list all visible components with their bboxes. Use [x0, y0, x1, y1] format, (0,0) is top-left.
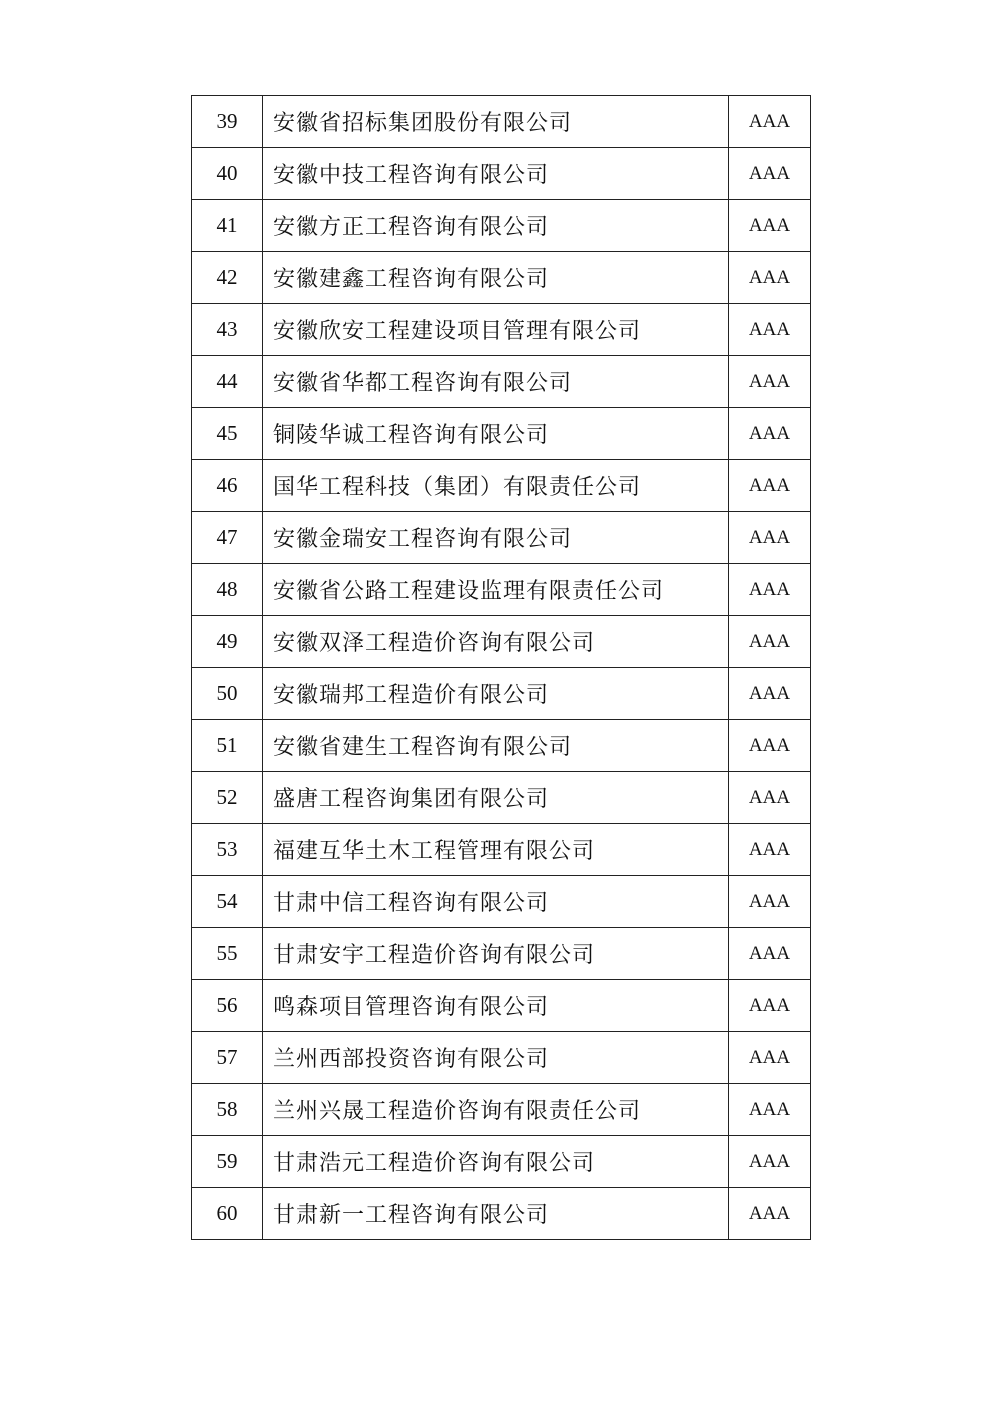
- credit-grade: AAA: [729, 96, 811, 148]
- table-row: [192, 1136, 811, 1188]
- company-name: 安徽省公路工程建设监理有限责任公司: [263, 564, 729, 616]
- row-number: 47: [192, 512, 263, 564]
- table-row: [192, 720, 811, 772]
- credit-grade: AAA: [729, 928, 811, 980]
- credit-grade: AAA: [729, 304, 811, 356]
- company-name: 安徽方正工程咨询有限公司: [263, 200, 729, 252]
- row-number: 54: [192, 876, 263, 928]
- company-name: 铜陵华诚工程咨询有限公司: [263, 408, 729, 460]
- credit-grade: AAA: [729, 408, 811, 460]
- credit-grade: AAA: [729, 512, 811, 564]
- company-name: 安徽省招标集团股份有限公司: [263, 96, 729, 148]
- table-row: [192, 1084, 811, 1136]
- row-number: 52: [192, 772, 263, 824]
- row-number: 59: [192, 1136, 263, 1188]
- credit-grade: AAA: [729, 824, 811, 876]
- credit-grade: AAA: [729, 668, 811, 720]
- row-number: 57: [192, 1032, 263, 1084]
- table-row: [192, 876, 811, 928]
- company-name: 兰州兴晟工程造价咨询有限责任公司: [263, 1084, 729, 1136]
- row-number: 55: [192, 928, 263, 980]
- credit-grade: AAA: [729, 720, 811, 772]
- credit-grade: AAA: [729, 1188, 811, 1240]
- company-name: 鸣森项目管理咨询有限公司: [263, 980, 729, 1032]
- company-name: 甘肃浩元工程造价咨询有限公司: [263, 1136, 729, 1188]
- table-row: [192, 356, 811, 408]
- company-name: 福建互华土木工程管理有限公司: [263, 824, 729, 876]
- company-name: 安徽省建生工程咨询有限公司: [263, 720, 729, 772]
- row-number: 39: [192, 96, 263, 148]
- credit-grade: AAA: [729, 460, 811, 512]
- credit-rating-table: [191, 95, 811, 1240]
- row-number: 51: [192, 720, 263, 772]
- credit-grade: AAA: [729, 1136, 811, 1188]
- row-number: 58: [192, 1084, 263, 1136]
- company-name: 安徽双泽工程造价咨询有限公司: [263, 616, 729, 668]
- company-name: 安徽瑞邦工程造价有限公司: [263, 668, 729, 720]
- table-row: [192, 96, 811, 148]
- table-row: [192, 460, 811, 512]
- table-row: [192, 252, 811, 304]
- credit-grade: AAA: [729, 252, 811, 304]
- table-row: [192, 304, 811, 356]
- credit-grade: AAA: [729, 148, 811, 200]
- company-name: 甘肃安宇工程造价咨询有限公司: [263, 928, 729, 980]
- credit-grade: AAA: [729, 356, 811, 408]
- table-row: [192, 928, 811, 980]
- table-row: [192, 772, 811, 824]
- row-number: 46: [192, 460, 263, 512]
- row-number: 44: [192, 356, 263, 408]
- row-number: 48: [192, 564, 263, 616]
- table-row: [192, 200, 811, 252]
- table-row: [192, 408, 811, 460]
- credit-grade: AAA: [729, 1032, 811, 1084]
- row-number: 49: [192, 616, 263, 668]
- table-body: [192, 96, 811, 1240]
- credit-grade: AAA: [729, 876, 811, 928]
- row-number: 41: [192, 200, 263, 252]
- credit-grade: AAA: [729, 200, 811, 252]
- credit-grade: AAA: [729, 980, 811, 1032]
- company-name: 安徽欣安工程建设项目管理有限公司: [263, 304, 729, 356]
- table-row: [192, 824, 811, 876]
- table-row: [192, 564, 811, 616]
- table-row: [192, 1188, 811, 1240]
- table-row: [192, 1032, 811, 1084]
- row-number: 60: [192, 1188, 263, 1240]
- row-number: 40: [192, 148, 263, 200]
- company-name: 安徽金瑞安工程咨询有限公司: [263, 512, 729, 564]
- table-row: [192, 668, 811, 720]
- row-number: 42: [192, 252, 263, 304]
- row-number: 53: [192, 824, 263, 876]
- company-name: 甘肃新一工程咨询有限公司: [263, 1188, 729, 1240]
- company-name: 盛唐工程咨询集团有限公司: [263, 772, 729, 824]
- company-name: 安徽建鑫工程咨询有限公司: [263, 252, 729, 304]
- company-name: 安徽中技工程咨询有限公司: [263, 148, 729, 200]
- credit-grade: AAA: [729, 564, 811, 616]
- table-row: [192, 148, 811, 200]
- table-row: [192, 616, 811, 668]
- company-name: 国华工程科技（集团）有限责任公司: [263, 460, 729, 512]
- company-name: 甘肃中信工程咨询有限公司: [263, 876, 729, 928]
- company-name: 安徽省华都工程咨询有限公司: [263, 356, 729, 408]
- credit-grade: AAA: [729, 1084, 811, 1136]
- table-row: [192, 512, 811, 564]
- row-number: 43: [192, 304, 263, 356]
- row-number: 45: [192, 408, 263, 460]
- row-number: 56: [192, 980, 263, 1032]
- company-name: 兰州西部投资咨询有限公司: [263, 1032, 729, 1084]
- credit-grade: AAA: [729, 772, 811, 824]
- table-row: [192, 980, 811, 1032]
- row-number: 50: [192, 668, 263, 720]
- credit-grade: AAA: [729, 616, 811, 668]
